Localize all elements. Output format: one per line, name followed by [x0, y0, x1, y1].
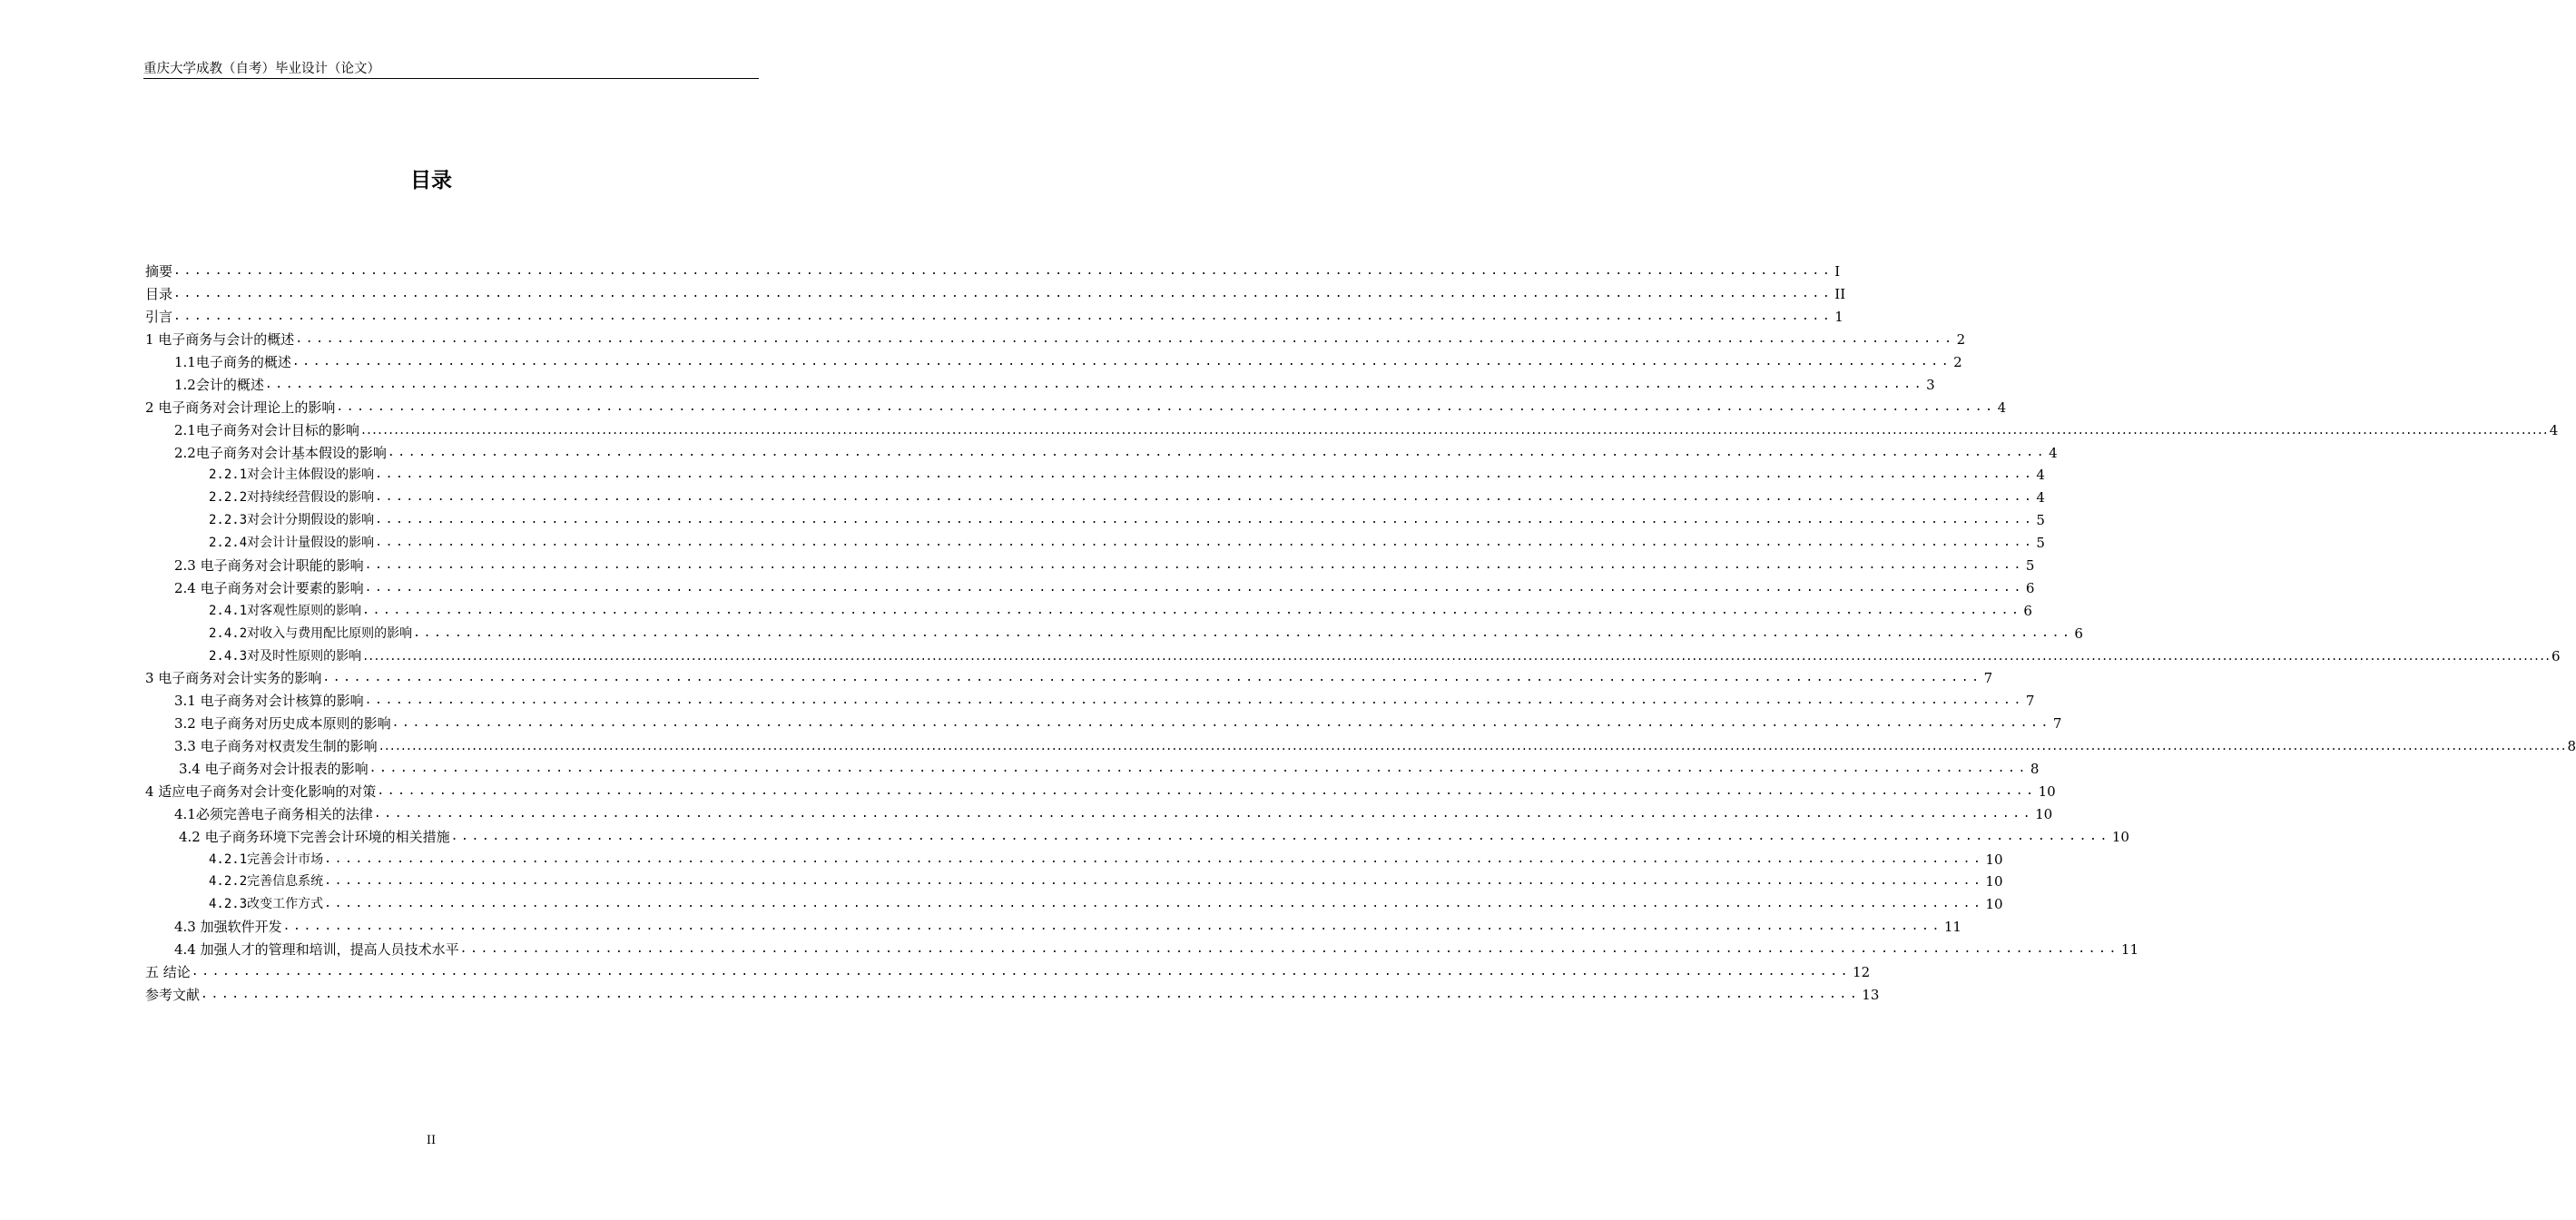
toc-entry-title: 2.2.1对会计主体假设的影响 — [209, 467, 375, 483]
toc-entry-page: 2 — [1953, 354, 1962, 370]
toc-entry[interactable] — [145, 599, 2032, 622]
toc-entry-page: 4 — [2036, 489, 2045, 507]
toc-entry[interactable] — [145, 576, 2035, 599]
toc-entry-title: 4 适应电子商务对会计变化影响的对策 — [145, 782, 377, 800]
toc-entry[interactable] — [145, 261, 1841, 283]
toc-entry-title: 2.2.3对会计分期假设的影响 — [209, 513, 375, 528]
toc-leader-dots: ................................................................................................................................................................ — [295, 332, 1955, 347]
toc-entry[interactable] — [145, 735, 2576, 758]
toc-entry-page: I — [1834, 263, 1841, 280]
toc-entry[interactable] — [145, 396, 2007, 418]
toc-entry[interactable] — [145, 961, 1871, 984]
toc-entry-page: 10 — [1985, 851, 2003, 868]
toc-entry-page: 6 — [2074, 625, 2083, 642]
toc-entry-page: 7 — [1983, 670, 1993, 687]
toc-entry-title: 2.4 电子商务对会计要素的影响 — [174, 579, 364, 596]
toc-entry[interactable] — [145, 893, 2003, 916]
toc-entry[interactable] — [145, 373, 1935, 396]
toc-leader-dots: ................................................................................................................................................................ — [364, 558, 2024, 573]
toc-entry-page: 11 — [2120, 941, 2138, 959]
toc-entry-page: II — [1834, 286, 1846, 303]
toc-entry-title: 2.4.3对及时性原则的影响 — [209, 648, 362, 664]
toc-leader-dots: ................................................................................................................................................................ — [377, 783, 2037, 798]
toc-entry-title: 2.2电子商务对会计基本假设的影响 — [174, 444, 387, 461]
toc-entry-title: 2.4.2对收入与费用配比原则的影响 — [209, 625, 413, 641]
toc-entry[interactable] — [145, 487, 2045, 509]
toc-entry-title: 2.4.1对客观性原则的影响 — [209, 603, 362, 618]
page-title: 目录 — [410, 169, 452, 192]
toc-leader-dots: ................................................................................................................................................................ — [173, 264, 1834, 279]
toc-entry-page: 10 — [2038, 782, 2056, 800]
toc-leader-dots: ................................................................................................................................................................ — [375, 490, 2035, 505]
toc-entry[interactable] — [145, 690, 2035, 713]
toc-entry-title: 2.2.2对持续经营假设的影响 — [209, 490, 375, 506]
toc-entry[interactable] — [145, 532, 2045, 555]
toc-leader-dots: ................................................................................................................................................................ — [391, 716, 2051, 731]
toc-entry[interactable] — [145, 848, 2003, 871]
toc-entry[interactable] — [145, 916, 1961, 939]
toc-leader-dots: ................................................................................................................................................................ — [336, 399, 1996, 414]
toc-entry[interactable] — [145, 555, 2035, 577]
toc-leader-dots: ................................................................................................................................................................ — [375, 513, 2035, 527]
toc-entry[interactable] — [145, 871, 2003, 893]
toc-entry-page: 10 — [1985, 896, 2003, 913]
toc-leader-dots: ................................................................................................................................................................ — [173, 310, 1834, 324]
toc-entry-page: 2 — [1956, 331, 1966, 349]
toc-entry-title: 2.2.4对会计计量假设的影响 — [209, 536, 375, 551]
toc-leader-dots: ................................................................................................................................................................ — [459, 942, 2119, 957]
toc-entry-page: 5 — [2025, 557, 2035, 575]
toc-entry[interactable] — [145, 758, 2040, 781]
toc-entry[interactable] — [145, 509, 2045, 532]
toc-leader-dots: ................................................................................................................................................................ — [364, 580, 2024, 595]
toc-entry-title: 2.3 电子商务对会计职能的影响 — [174, 557, 364, 575]
toc-entry-title: 4.4 加强人才的管理和培训，提高人员技术水平 — [174, 941, 459, 959]
toc-entry-page: 8 — [2030, 761, 2040, 778]
toc-leader-dots: ................................................................................................................................................................ — [291, 355, 1952, 369]
toc-entry-page: 7 — [2052, 715, 2062, 733]
toc-entry-title: 3.3 电子商务对权责发生制的影响 — [174, 738, 378, 755]
toc-leader-dots: ................................................................................................................................................................ — [324, 874, 1984, 889]
toc-entry[interactable] — [145, 351, 1962, 374]
table-of-contents — [145, 261, 2576, 1006]
toc-entry[interactable] — [145, 780, 2056, 802]
toc-leader-dots: ................................................................................................................................................................ — [201, 987, 1861, 1001]
toc-entry-title: 4.3 加强软件开发 — [174, 919, 282, 936]
toc-entry-title: 4.2.3改变工作方式 — [209, 897, 324, 912]
header-title: 重庆大学成教（自考）毕业设计（论文） — [143, 60, 380, 79]
toc-entry-page: 8 — [2567, 738, 2576, 755]
toc-leader-dots: ................................................................................................................................................................ — [369, 762, 2029, 776]
toc-entry-page: 1 — [1834, 309, 1844, 326]
toc-leader-dots: ................................................................................................................................................................ — [362, 603, 2022, 617]
toc-entry-title: 3.1 电子商务对会计核算的影响 — [174, 693, 364, 710]
toc-entry[interactable] — [145, 622, 2083, 644]
toc-entry-title: 4.2 电子商务环境下完善会计环境的相关措施 — [179, 828, 450, 845]
toc-entry-page: 6 — [2023, 602, 2032, 619]
toc-entry-title: 3.4 电子商务对会计报表的影响 — [179, 761, 369, 778]
toc-leader-dots: ................................................................................................................................................................ — [387, 445, 2048, 459]
toc-entry-title: 3.2 电子商务对历史成本原则的影响 — [174, 715, 391, 733]
toc-entry-page: 5 — [2036, 512, 2045, 529]
toc-entry-title: 2.1电子商务对会计目标的影响 — [174, 421, 359, 438]
toc-entry[interactable] — [145, 464, 2045, 487]
toc-leader-dots: ................................................................................................................................................................................................................................................................................................................................................................................................................ — [362, 649, 2551, 663]
toc-entry-title: 3 电子商务对会计实务的影响 — [145, 670, 322, 687]
toc-entry-page: 10 — [2035, 805, 2053, 822]
toc-leader-dots: ................................................................................................................................................................ — [191, 965, 1852, 979]
toc-entry-page: 7 — [2025, 693, 2035, 710]
toc-entry-page: 5 — [2036, 535, 2045, 552]
toc-leader-dots: ................................................................................................................................................................ — [364, 694, 2024, 708]
toc-leader-dots: ................................................................................................................................................................ — [282, 920, 1942, 934]
toc-entry[interactable] — [145, 306, 1844, 329]
toc-leader-dots: ................................................................................................................................................................ — [413, 625, 2073, 640]
toc-entry-page: 3 — [1926, 376, 1935, 393]
toc-leader-dots: ................................................................................................................................................................ — [322, 671, 1982, 685]
toc-entry[interactable] — [145, 418, 2559, 441]
toc-leader-dots: ................................................................................................................................................................ — [373, 806, 2034, 821]
toc-entry[interactable] — [145, 802, 2053, 825]
toc-entry-title: 4.1必须完善电子商务相关的法律 — [174, 805, 373, 822]
toc-leader-dots: ................................................................................................................................................................ — [324, 897, 1984, 911]
toc-entry[interactable] — [145, 667, 1993, 690]
toc-entry[interactable] — [145, 825, 2129, 848]
toc-entry[interactable] — [145, 644, 2561, 667]
toc-leader-dots: ................................................................................................................................................................ — [450, 829, 2110, 843]
toc-entry[interactable] — [145, 441, 2058, 464]
toc-entry[interactable] — [145, 283, 1846, 306]
toc-entry-title: 五 结论 — [145, 964, 191, 981]
page-number: II — [426, 1134, 437, 1147]
toc-entry-title: 4.2.2完善信息系统 — [209, 874, 324, 890]
toc-entry-page: 4 — [2036, 467, 2045, 484]
toc-entry-page: 4 — [1997, 398, 2007, 416]
toc-entry[interactable] — [145, 329, 1966, 351]
toc-entry-title: 参考文献 — [145, 986, 201, 1003]
toc-entry[interactable] — [145, 984, 1880, 1007]
toc-entry-page: 6 — [2551, 647, 2561, 664]
toc-leader-dots: ................................................................................................................................................................ — [324, 851, 1984, 866]
toc-entry-page: 13 — [1862, 986, 1880, 1003]
toc-entry-page: 4 — [2049, 444, 2058, 461]
toc-entry-page: 6 — [2025, 579, 2035, 596]
toc-entry[interactable] — [145, 713, 2062, 735]
toc-leader-dots: ................................................................................................................................................................ — [375, 536, 2035, 550]
toc-leader-dots: ................................................................................................................................................................................................................................................................................................................................................................................................................ — [378, 740, 2566, 753]
toc-entry-title: 摘要 — [145, 263, 173, 280]
toc-leader-dots: ................................................................................................................................................................ — [173, 287, 1834, 301]
toc-entry-title: 1.1电子商务的概述 — [174, 354, 291, 370]
toc-entry-page: 10 — [1985, 873, 2003, 890]
toc-leader-dots: ................................................................................................................................................................................................................................................................................................................................................................................................................ — [359, 423, 2548, 437]
toc-entry-page: 10 — [2111, 828, 2129, 845]
toc-entry[interactable] — [145, 939, 2138, 961]
toc-entry-page: 11 — [1943, 919, 1961, 936]
toc-entry-page: 4 — [2549, 421, 2559, 438]
toc-entry-title: 引言 — [145, 309, 173, 326]
toc-entry-title: 目录 — [145, 286, 173, 303]
toc-entry-title: 1 电子商务与会计的概述 — [145, 331, 295, 349]
toc-leader-dots: ................................................................................................................................................................ — [375, 467, 2035, 482]
toc-entry-title: 2 电子商务对会计理论上的影响 — [145, 398, 336, 416]
toc-entry-title: 1.2会计的概述 — [174, 376, 264, 393]
toc-leader-dots: ................................................................................................................................................................ — [264, 377, 1925, 391]
page-header — [143, 60, 759, 79]
toc-entry-page: 12 — [1853, 964, 1871, 981]
toc-entry-title: 4.2.1完善会计市场 — [209, 851, 324, 867]
